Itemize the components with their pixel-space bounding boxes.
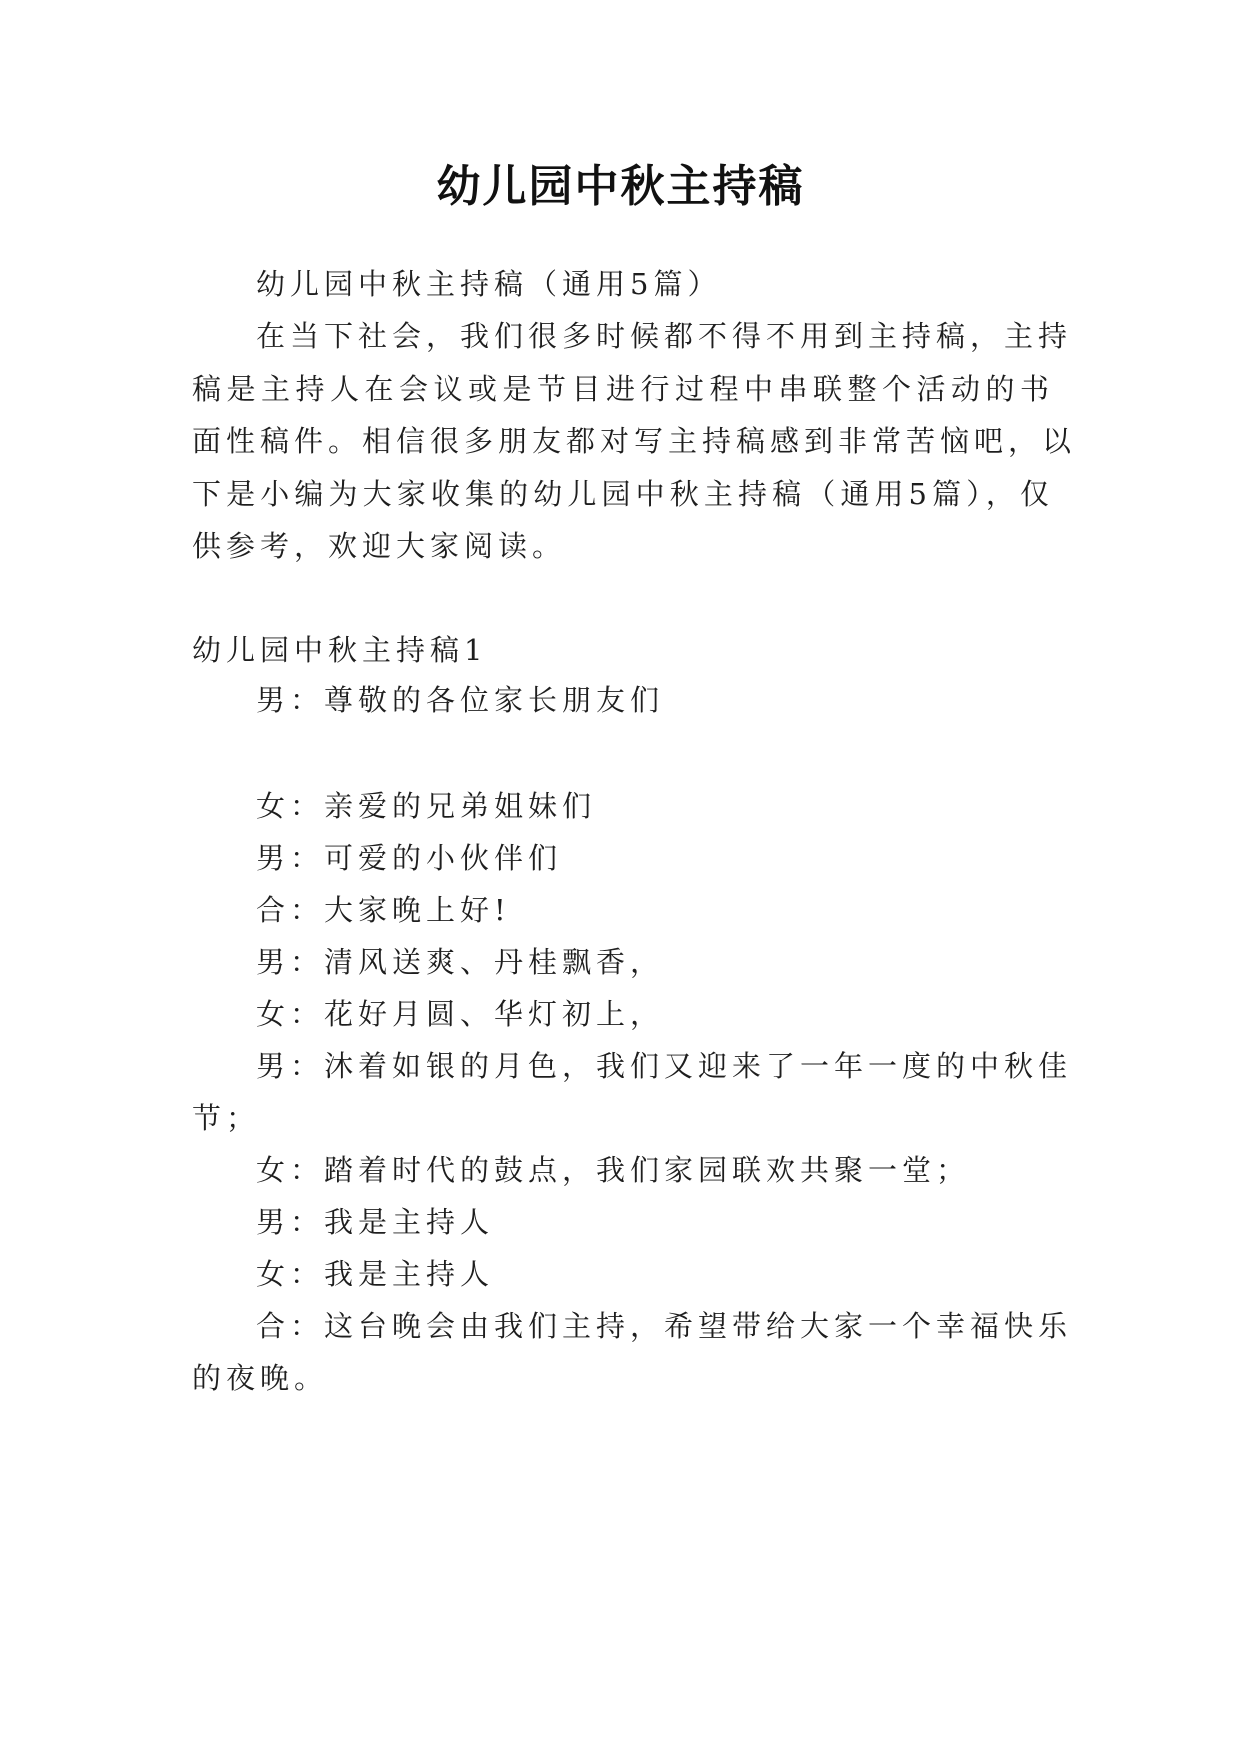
script-line: 男：沐着如银的月色，我们又迎来了一年一度的中秋佳 xyxy=(256,1049,1073,1083)
script-line: 男：清风送爽、丹桂飘香， xyxy=(256,945,665,979)
script-line: 男：尊敬的各位家长朋友们 xyxy=(256,683,665,717)
script-line: 女：亲爱的兄弟姐妹们 xyxy=(256,789,597,823)
script-line: 男：我是主持人 xyxy=(256,1205,495,1239)
script-line: 男：可爱的小伙伴们 xyxy=(256,841,563,875)
intro-line: 下是小编为大家收集的幼儿园中秋主持稿（通用5篇），仅 xyxy=(192,477,1054,511)
intro-line: 稿是主持人在会议或是节目进行过程中串联整个活动的书 xyxy=(192,372,1054,406)
script-line: 女：花好月圆、华灯初上， xyxy=(256,997,665,1031)
document-subtitle: 幼儿园中秋主持稿（通用5篇） xyxy=(256,267,722,301)
script-line: 合：这台晚会由我们主持，希望带给大家一个幸福快乐 xyxy=(256,1309,1073,1343)
script-line: 节； xyxy=(192,1101,261,1135)
script-line: 的夜晚。 xyxy=(192,1361,329,1395)
intro-line: 面性稿件。相信很多朋友都对写主持稿感到非常苦恼吧，以 xyxy=(192,424,1077,458)
intro-line: 供参考，欢迎大家阅读。 xyxy=(192,529,567,563)
section-heading: 幼儿园中秋主持稿1 xyxy=(192,633,488,667)
intro-line: 在当下社会，我们很多时候都不得不用到主持稿，主持 xyxy=(256,319,1073,353)
script-line: 女：我是主持人 xyxy=(256,1257,495,1291)
script-line: 女：踏着时代的鼓点，我们家园联欢共聚一堂； xyxy=(256,1153,971,1187)
document-title: 幼儿园中秋主持稿 xyxy=(436,161,805,212)
script-line: 合：大家晚上好! xyxy=(256,893,511,927)
